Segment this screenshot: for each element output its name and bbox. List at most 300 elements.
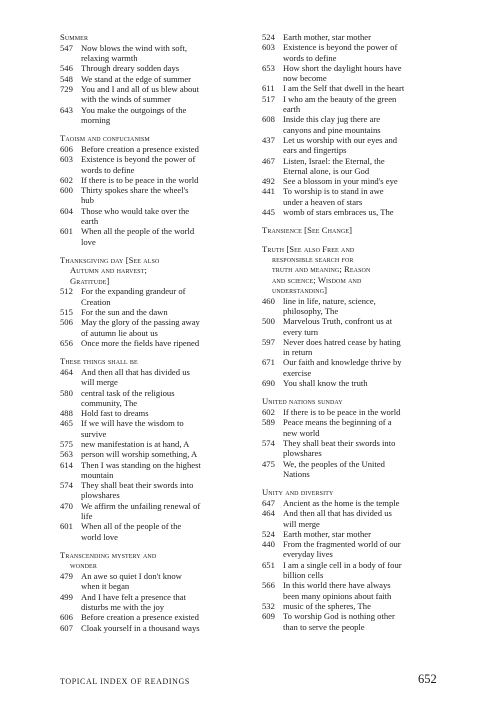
reading-title-line: now become <box>283 73 327 84</box>
reading-title <box>283 94 440 115</box>
reading-title-line: Earth mother, star mother <box>283 32 371 42</box>
reading-title-line: Before creation a presence existed <box>81 612 199 623</box>
reading-title-line: Those who would take over the <box>81 205 190 216</box>
section-heading <box>262 244 440 295</box>
index-section <box>60 255 240 348</box>
reading-number: 517 <box>262 93 275 104</box>
reading-number: 506 <box>60 317 73 328</box>
index-entry <box>262 114 440 135</box>
reading-number: 606 <box>60 612 73 623</box>
index-section <box>262 487 440 632</box>
section-heading-line: Transcending mystery and <box>60 549 157 560</box>
section-heading-line: Unity and diversity <box>262 487 334 498</box>
index-entry <box>262 296 440 317</box>
reading-title <box>81 43 240 64</box>
section-heading-line: understanding] <box>272 284 328 295</box>
reading-number: 499 <box>60 591 73 602</box>
index-entry <box>262 357 440 378</box>
section-heading <box>262 225 440 235</box>
reading-title <box>283 611 440 632</box>
index-entry <box>262 63 440 84</box>
reading-title-line: words to define <box>81 164 135 175</box>
reading-title-line: mountain <box>81 469 114 480</box>
reading-title-line: I am the Self that dwell in the heart <box>283 83 405 94</box>
reading-title <box>81 105 240 126</box>
reading-title-line: plowshares <box>81 490 120 501</box>
reading-title-line: And then all that has divided us <box>283 508 392 519</box>
reading-number: 488 <box>60 408 73 419</box>
index-entry <box>262 611 440 632</box>
reading-number: 603 <box>262 42 275 53</box>
reading-title-line: Then I was standing on the highest <box>81 459 201 470</box>
reading-title-line: canyons and pine mountains <box>283 124 381 135</box>
reading-title <box>81 63 240 73</box>
reading-title-line: Existence is beyond the power of <box>81 154 196 165</box>
index-entry <box>60 623 240 633</box>
reading-number: 611 <box>262 83 275 94</box>
reading-title-line: Eternal alone, is our God <box>283 165 370 176</box>
reading-number: 653 <box>262 62 275 73</box>
reading-title <box>283 337 440 358</box>
section-heading-line: Autumn and harvest; <box>70 265 147 276</box>
reading-title-line: To worship is to stand in awe <box>283 186 384 197</box>
reading-title <box>81 449 240 459</box>
reading-title-line: person will worship something, A <box>81 449 198 460</box>
reading-title-line: everyday lives <box>283 549 333 560</box>
reading-title-line: world love <box>81 531 118 542</box>
reading-number: 575 <box>60 438 73 449</box>
reading-title <box>283 83 440 93</box>
reading-number: 589 <box>262 417 275 428</box>
index-entry <box>60 307 240 317</box>
index-entry <box>60 226 240 247</box>
reading-title-line: will merge <box>81 377 118 388</box>
reading-title <box>283 508 440 529</box>
reading-title <box>283 186 440 207</box>
reading-title-line: We, the peoples of the United <box>283 458 385 469</box>
reading-title-line: And then all that has divided us <box>81 366 190 377</box>
reading-number: 614 <box>60 459 73 470</box>
reading-title-line: new manifestation is at hand, A <box>81 438 190 449</box>
index-section <box>262 244 440 389</box>
reading-number: 548 <box>60 73 73 84</box>
reading-title-line: When all of the people of the <box>81 521 182 532</box>
index-entry <box>60 63 240 73</box>
reading-title-line: than to serve the people <box>283 621 365 632</box>
reading-title <box>283 417 440 438</box>
reading-title-line: You and I and all of us blew about <box>81 83 199 94</box>
reading-number: 532 <box>262 600 275 611</box>
reading-title <box>283 176 440 186</box>
reading-title <box>81 501 240 522</box>
index-entry <box>262 539 440 560</box>
reading-title <box>81 226 240 247</box>
index-entry <box>60 175 240 185</box>
reading-title-line: Once more the fields have ripened <box>81 337 200 348</box>
reading-title-line: Inside this clay jug there are <box>283 114 381 125</box>
index-entry <box>262 498 440 508</box>
reading-number: 492 <box>262 176 275 187</box>
reading-title-line: You shall know the truth <box>283 378 368 388</box>
index-entry <box>60 84 240 105</box>
index-entry <box>60 74 240 84</box>
reading-number: 597 <box>262 336 275 347</box>
reading-number: 524 <box>262 528 275 539</box>
section-heading-line: These things shall be <box>60 356 138 367</box>
reading-number: 671 <box>262 357 275 368</box>
reading-title <box>283 63 440 84</box>
index-entry <box>60 408 240 418</box>
reading-title <box>81 338 240 348</box>
reading-title <box>81 317 240 338</box>
section-heading-line: Gratitude] <box>70 275 110 286</box>
reading-title-line: love <box>81 236 96 247</box>
reading-number: 602 <box>262 407 275 418</box>
index-column-left <box>60 32 240 641</box>
reading-number: 475 <box>262 458 275 469</box>
index-entry <box>262 135 440 156</box>
reading-title-line: hub <box>81 195 94 206</box>
index-entry <box>262 94 440 115</box>
index-entry <box>60 480 240 501</box>
reading-number: 607 <box>60 622 73 633</box>
reading-title <box>283 601 440 611</box>
reading-number: 547 <box>60 42 73 53</box>
reading-title-line: Nations <box>283 468 310 479</box>
section-heading-line: Truth [See also Free and <box>262 243 355 254</box>
reading-title <box>283 156 440 177</box>
section-heading-line: Summer <box>60 32 89 42</box>
reading-title-line: I who am the beauty of the green <box>283 93 397 104</box>
section-heading-line: United nations sunday <box>262 396 343 407</box>
index-section <box>60 32 240 125</box>
reading-title-line: See a blossom in your mind's eye <box>283 176 398 187</box>
index-entry <box>60 388 240 409</box>
reading-number: 460 <box>262 295 275 306</box>
reading-title-line: Our faith and knowledge thrive by <box>283 357 402 368</box>
index-entry <box>60 154 240 175</box>
reading-number: 606 <box>60 143 73 154</box>
reading-title <box>81 144 240 154</box>
index-entry <box>262 337 440 358</box>
reading-number: 601 <box>60 226 73 237</box>
index-entry <box>60 105 240 126</box>
index-entry <box>60 612 240 622</box>
reading-number: 608 <box>262 114 275 125</box>
reading-title-line: May the glory of the passing away <box>81 317 200 328</box>
reading-title <box>81 408 240 418</box>
reading-number: 464 <box>60 366 73 377</box>
reading-title-line: exercise <box>283 367 312 378</box>
index-entry <box>60 317 240 338</box>
reading-title <box>81 154 240 175</box>
reading-number: 524 <box>262 32 275 42</box>
reading-title-line: When all the people of the world <box>81 226 195 237</box>
reading-number: 574 <box>60 480 73 491</box>
reading-title <box>81 612 240 622</box>
index-section <box>60 133 240 247</box>
reading-title-line: Ancient as the home is the temple <box>283 497 400 508</box>
reading-number: 643 <box>60 104 73 115</box>
reading-title <box>283 42 440 63</box>
page-number: 652 <box>418 672 437 686</box>
reading-title <box>283 357 440 378</box>
reading-title-line: philosophy, The <box>283 305 339 316</box>
reading-title-line: For the expanding grandeur of <box>81 286 186 297</box>
reading-title <box>283 529 440 539</box>
reading-title-line: To worship God is nothing other <box>283 611 395 622</box>
reading-title <box>283 580 440 601</box>
reading-title <box>283 498 440 508</box>
index-section <box>262 225 440 235</box>
index-entry <box>262 580 440 601</box>
index-entry <box>60 460 240 481</box>
reading-title <box>81 460 240 481</box>
index-entry <box>262 438 440 459</box>
reading-title-line: under a heaven of stars <box>283 196 363 207</box>
reading-title <box>283 378 440 388</box>
reading-number: 440 <box>262 539 275 550</box>
reading-title <box>81 388 240 409</box>
index-section <box>60 550 240 633</box>
reading-number: 500 <box>262 316 275 327</box>
index-entry <box>60 418 240 439</box>
reading-number: 512 <box>60 286 73 297</box>
reading-title <box>81 84 240 105</box>
index-entry <box>262 83 440 93</box>
reading-title <box>283 560 440 581</box>
index-entry <box>60 43 240 64</box>
reading-title-line: will merge <box>283 518 320 529</box>
reading-number: 603 <box>60 154 73 165</box>
reading-title <box>81 367 240 388</box>
reading-title <box>283 114 440 135</box>
reading-title-line: plowshares <box>283 448 322 459</box>
reading-title-line: Marvelous Truth, confront us at <box>283 316 393 327</box>
reading-number: 580 <box>60 387 73 398</box>
index-entry <box>262 378 440 388</box>
reading-title-line: Through dreary sodden days <box>81 63 180 74</box>
reading-title-line: And I have felt a presence that <box>81 591 186 602</box>
reading-title-line: They shall beat their swords into <box>81 480 194 491</box>
reading-number: 602 <box>60 174 73 185</box>
reading-title-line: life <box>81 511 93 522</box>
index-entry <box>262 459 440 480</box>
index-entry <box>60 449 240 459</box>
reading-title <box>81 74 240 84</box>
reading-title <box>283 438 440 459</box>
index-section <box>60 356 240 542</box>
reading-title-line: with the winds of summer <box>81 94 171 105</box>
reading-title <box>81 185 240 206</box>
index-entry <box>60 206 240 227</box>
reading-title-line: Earth mother, star mother <box>283 528 371 539</box>
reading-title <box>81 480 240 501</box>
reading-number: 566 <box>262 580 275 591</box>
reading-number: 656 <box>60 337 73 348</box>
reading-title-line: Hold fast to dreams <box>81 408 149 419</box>
running-title: TOPICAL INDEX OF READINGS <box>60 677 190 686</box>
reading-number: 600 <box>60 185 73 196</box>
index-entry <box>262 156 440 177</box>
reading-title-line: earth <box>283 104 301 115</box>
reading-number: 465 <box>60 418 73 429</box>
reading-title-line: I am a single cell in a body of four <box>283 559 402 570</box>
reading-number: 690 <box>262 378 275 388</box>
reading-title-line: Never does hatred cease by hating <box>283 336 401 347</box>
reading-title-line: From the fragmented world of our <box>283 539 401 550</box>
reading-title-line: If there is to be peace in the world <box>81 174 199 185</box>
index-entry <box>60 439 240 449</box>
reading-number: 467 <box>262 155 275 166</box>
index-entry <box>262 32 440 42</box>
index-section <box>262 32 440 217</box>
reading-number: 601 <box>60 521 73 532</box>
reading-number: 546 <box>60 63 73 74</box>
reading-title-line: In this world there have always <box>283 580 391 591</box>
reading-title-line: disturbs me with the joy <box>81 601 165 612</box>
reading-title-line: Before creation a presence existed <box>81 143 199 154</box>
reading-number: 464 <box>262 508 275 519</box>
section-heading-line: truth and meaning; Reason <box>272 264 371 275</box>
section-heading-line: Thanksgiving day [See also <box>60 254 160 265</box>
section-heading <box>60 32 240 42</box>
reading-title-line: earth <box>81 216 99 227</box>
reading-title-line: We affirm the unfailing renewal of <box>81 500 201 511</box>
reading-title-line: Existence is beyond the power of <box>283 42 398 53</box>
reading-number: 563 <box>60 449 73 460</box>
index-entry <box>60 367 240 388</box>
reading-title-line: when it began <box>81 581 130 592</box>
index-entry <box>262 207 440 217</box>
reading-title <box>81 307 240 317</box>
section-heading <box>262 487 440 497</box>
reading-title-line: central task of the religious <box>81 387 175 398</box>
reading-title-line: You make the outgoings of the <box>81 104 187 115</box>
reading-title-line: Creation <box>81 296 111 307</box>
index-entry <box>262 42 440 63</box>
reading-title <box>81 206 240 227</box>
section-heading-line: responsible search for <box>272 253 354 264</box>
section-heading <box>60 550 240 571</box>
index-entry <box>60 501 240 522</box>
section-heading <box>262 396 440 406</box>
reading-title-line: new world <box>283 427 320 438</box>
reading-title-line: Cloak yourself in a thousand ways <box>81 622 200 633</box>
index-entry <box>262 417 440 438</box>
reading-title <box>81 439 240 449</box>
reading-number: 441 <box>262 186 275 197</box>
reading-title <box>81 592 240 613</box>
index-column-right <box>262 32 440 640</box>
reading-title-line: morning <box>81 114 111 125</box>
reading-title-line: If we will have the wisdom to <box>81 418 184 429</box>
reading-title-line: words to define <box>283 52 337 63</box>
reading-title-line: line in life, nature, science, <box>283 295 376 306</box>
index-entry <box>262 316 440 337</box>
index-entry <box>262 186 440 207</box>
section-heading-line: and science; Wisdom and <box>272 274 362 285</box>
reading-title-line: Listen, Israel: the Eternal, the <box>283 155 385 166</box>
index-entry <box>262 407 440 417</box>
reading-title-line: survive <box>81 428 107 439</box>
reading-number: 647 <box>262 497 275 508</box>
reading-title-line: We stand at the edge of summer <box>81 73 192 84</box>
index-entry <box>262 560 440 581</box>
reading-title <box>283 207 440 217</box>
reading-title <box>81 175 240 185</box>
section-heading-line: Taoism and confucianism <box>60 133 150 144</box>
section-heading <box>60 356 240 366</box>
index-entry <box>262 508 440 529</box>
reading-title <box>283 32 440 42</box>
index-section <box>262 396 440 479</box>
reading-title <box>283 407 440 417</box>
index-entry <box>60 144 240 154</box>
reading-number: 479 <box>60 571 73 582</box>
reading-title-line: womb of stars embraces us, The <box>283 207 394 218</box>
index-entry <box>60 286 240 307</box>
reading-number: 574 <box>262 437 275 448</box>
reading-title-line: They shall beat their swords into <box>283 437 396 448</box>
reading-title-line: An awe so quiet I don't know <box>81 571 182 582</box>
index-entry <box>262 529 440 539</box>
index-entry <box>60 571 240 592</box>
index-entry <box>60 592 240 613</box>
index-entry <box>60 185 240 206</box>
reading-title-line: Let us worship with our eyes and <box>283 134 398 145</box>
reading-title-line: been many opinions about faith <box>283 590 392 601</box>
reading-title <box>81 286 240 307</box>
reading-number: 515 <box>60 306 73 317</box>
reading-title <box>81 623 240 633</box>
section-heading-line: wonder <box>70 560 97 571</box>
reading-title-line: Peace means the beginning of a <box>283 417 392 428</box>
section-heading <box>60 255 240 286</box>
reading-title <box>283 135 440 156</box>
reading-title-line: every turn <box>283 326 319 337</box>
index-entry <box>60 521 240 542</box>
reading-number: 470 <box>60 500 73 511</box>
reading-title <box>81 418 240 439</box>
reading-number: 604 <box>60 205 73 216</box>
reading-title-line: billion cells <box>283 570 324 581</box>
section-heading-line: Transience [See Change] <box>262 225 353 236</box>
reading-title-line: Now blows the wind with soft, <box>81 42 187 53</box>
reading-number: 609 <box>262 611 275 622</box>
reading-title-line: music of the spheres, The <box>283 600 371 611</box>
reading-title-line: If there is to be peace in the world <box>283 407 401 418</box>
section-heading <box>60 133 240 143</box>
reading-title-line: How short the daylight hours have <box>283 62 402 73</box>
reading-title-line: community, The <box>81 397 138 408</box>
reading-number: 437 <box>262 134 275 145</box>
index-entry <box>60 338 240 348</box>
index-entry <box>262 176 440 186</box>
reading-title <box>283 539 440 560</box>
reading-title-line: in return <box>283 347 313 358</box>
reading-title <box>283 296 440 317</box>
reading-title <box>81 571 240 592</box>
reading-title-line: For the sun and the dawn <box>81 306 168 317</box>
reading-title <box>283 316 440 337</box>
reading-title-line: of autumn lie about us <box>81 327 158 338</box>
index-entry <box>262 601 440 611</box>
reading-number: 445 <box>262 207 275 218</box>
reading-title <box>81 521 240 542</box>
reading-title-line: relaxing warmth <box>81 53 138 64</box>
reading-number: 729 <box>60 83 73 94</box>
